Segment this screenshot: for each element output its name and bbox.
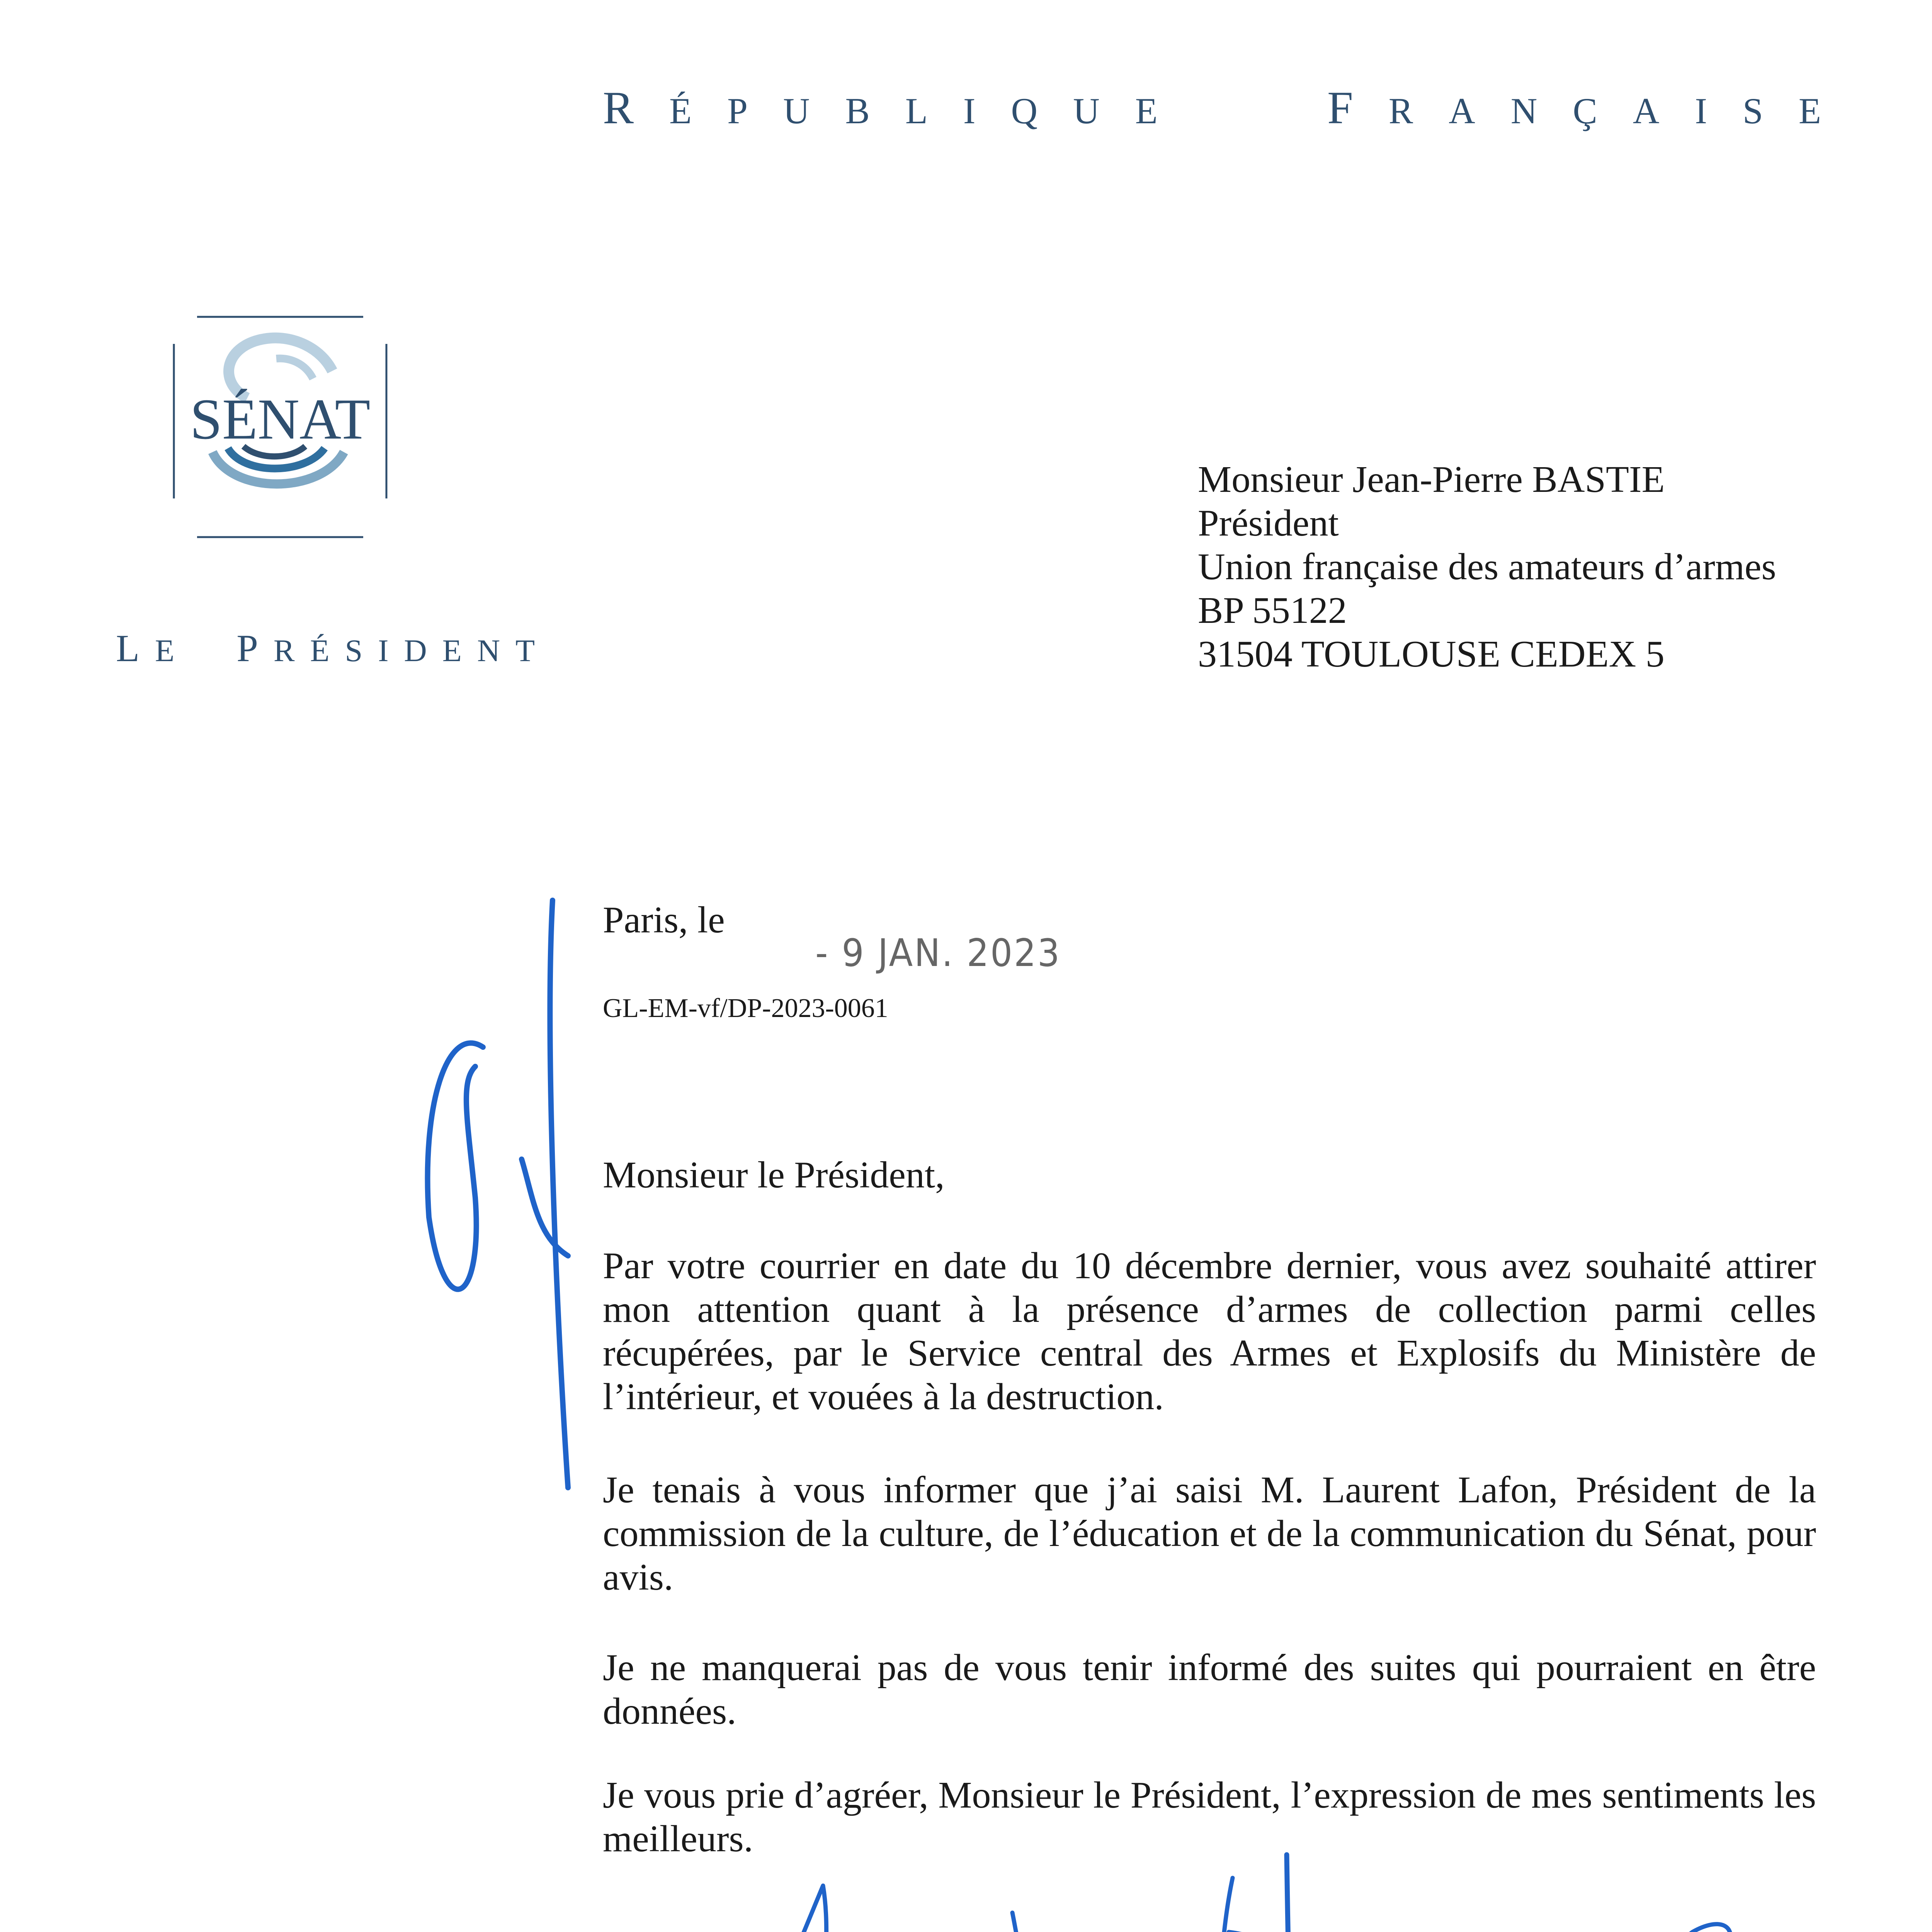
paragraph-3: Je ne manquerai pas de vous tenir informé des suites qui pourraient en être données. [603,1647,1816,1732]
signature-stroke [908,1855,1642,1932]
address-line: Union française des amateurs d’armes [1198,546,1776,588]
header-word-2: RANÇAISE [1388,90,1857,131]
sender-word-2: RÉSIDENT [273,633,551,668]
address-line: Président [1198,502,1339,544]
sender-word-1: E [155,633,190,668]
handwritten-note-line-1 [757,1878,1731,1932]
reference-number: GL-EM-vf/DP-2023-0061 [603,993,888,1023]
sender-initial-l: L [116,627,155,670]
logo-text: SÉNAT [190,387,371,451]
place-label: Paris, le [603,899,725,941]
paragraph-1: Par votre courrier en date du 10 décembre dernier, vous avez souhaité attirer mon attention quant à la présence d’armes de collection parmi celles récupérées, par le Service central des Armes et Explosifs du Ministère de l’intérieur, et vouées à la destruction. [603,1245,1816,1418]
date-stamp: - 9 JAN. 2023 [815,931,1061,975]
recipient-address [1198,458,1776,676]
header-initial-f: F [1327,82,1389,133]
salutation: Monsieur le Président, [603,1154,945,1196]
sender-initial-p: P [236,627,274,670]
sender-title [116,626,550,670]
paragraph-2: Je tenais à vous informer que j’ai saisi M. Laurent Lafon, Président de la commission de la culture, de l’éducation et de la communication du Sénat, pour avis. [603,1469,1816,1598]
address-line: BP 55122 [1198,590,1347,631]
header-initial-r: R [603,82,670,133]
margin-paraph-mark [428,900,568,1488]
address-line: 31504 TOULOUSE CEDEX 5 [1198,633,1665,675]
address-line: Monsieur Jean-Pierre BASTIE [1198,459,1665,500]
senat-logo [166,313,394,541]
paragraph-4: Je vous prie d’agréer, Monsieur le Président, l’expression de mes sentiments les meilleurs. [603,1774,1816,1860]
republique-francaise-header [603,81,1857,134]
header-word-1: ÉPUBLIQUE [669,90,1193,131]
